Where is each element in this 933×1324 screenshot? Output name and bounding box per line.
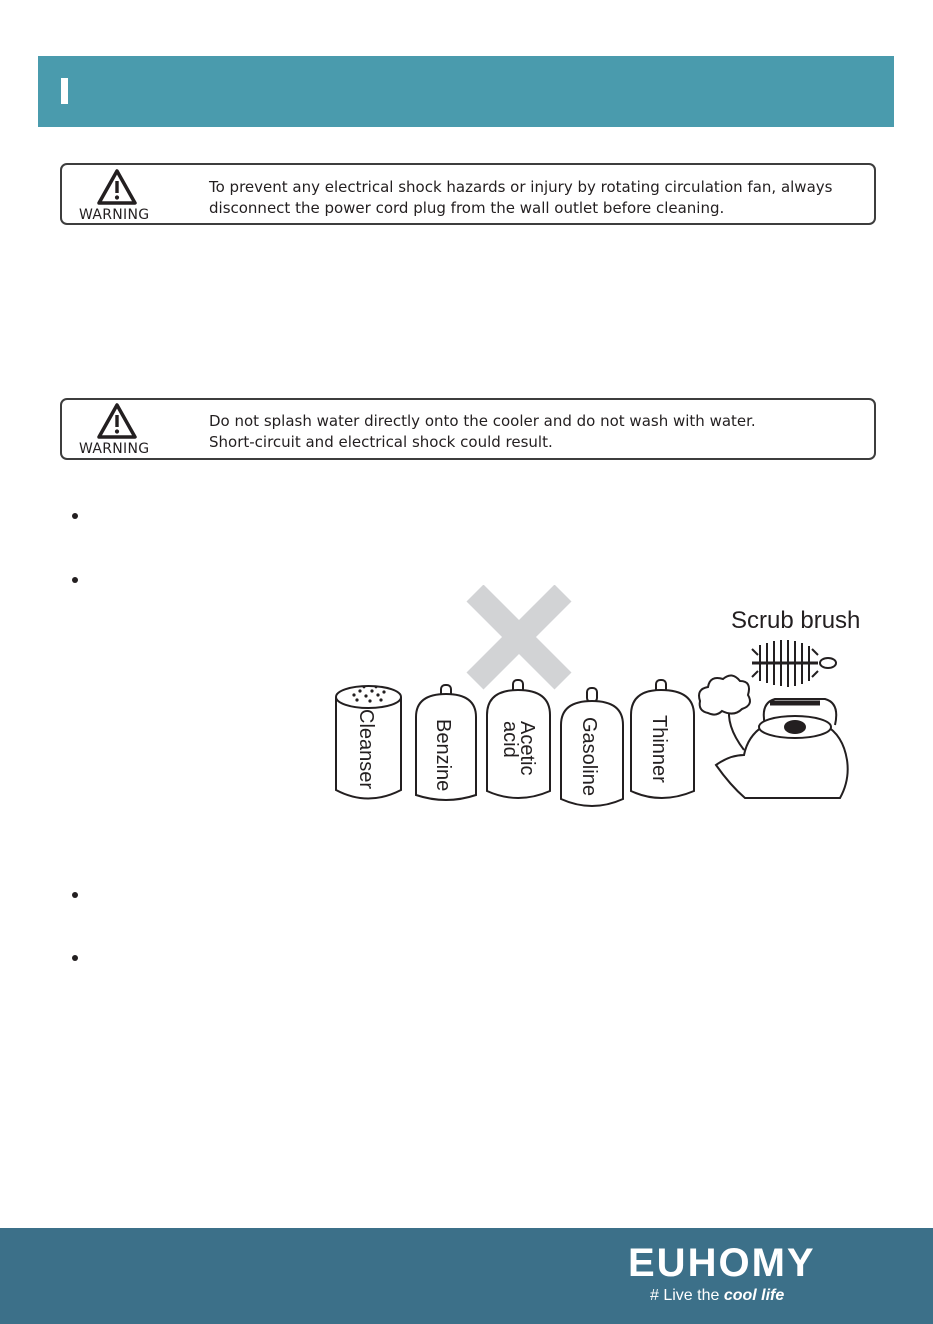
product-label: Gasoline xyxy=(578,717,600,796)
list-bullet xyxy=(72,955,78,961)
product-label: Thinner xyxy=(648,715,670,783)
section-header-bar xyxy=(38,56,894,127)
warning-text xyxy=(209,177,869,219)
warning-text-line: disconnect the power cord plug from the wall outlet before cleaning. xyxy=(209,199,725,217)
warning-label: WARNING xyxy=(79,207,150,223)
brand-name: EUHOMY xyxy=(628,1241,816,1285)
warning-text-line: To prevent any electrical shock hazards or injury by rotating circulation fan, always xyxy=(209,178,833,196)
list-bullet xyxy=(72,513,78,519)
warning-text-line: Do not splash water directly onto the cooler and do not wash with water. xyxy=(209,412,756,430)
product-label: acid xyxy=(499,721,521,758)
euhomy-logo xyxy=(628,1238,858,1304)
scrub-brush-label: Scrub brush xyxy=(731,607,861,634)
kettle-icon xyxy=(699,675,848,798)
product-label: Cleanser xyxy=(355,709,377,790)
section-header-mark xyxy=(61,78,68,104)
list-bullet xyxy=(72,892,78,898)
warning-label: WARNING xyxy=(79,441,150,457)
warning-triangle-icon xyxy=(96,168,138,206)
product-label: Benzine xyxy=(432,719,454,792)
list-bullet xyxy=(72,577,78,583)
product-label: Acetic xyxy=(516,721,538,776)
warning-text xyxy=(209,411,869,453)
scrub-brush-icon xyxy=(752,640,836,687)
brand-tagline xyxy=(650,1287,784,1304)
cleaning-agents-illustration xyxy=(320,585,880,820)
cross-icon xyxy=(475,593,563,681)
tagline-prefix: # Live the xyxy=(650,1287,724,1304)
tagline-emphasis: cool life xyxy=(723,1287,785,1304)
warning-text-line: Short-circuit and electrical shock could result. xyxy=(209,433,553,451)
warning-triangle-icon xyxy=(96,402,138,440)
